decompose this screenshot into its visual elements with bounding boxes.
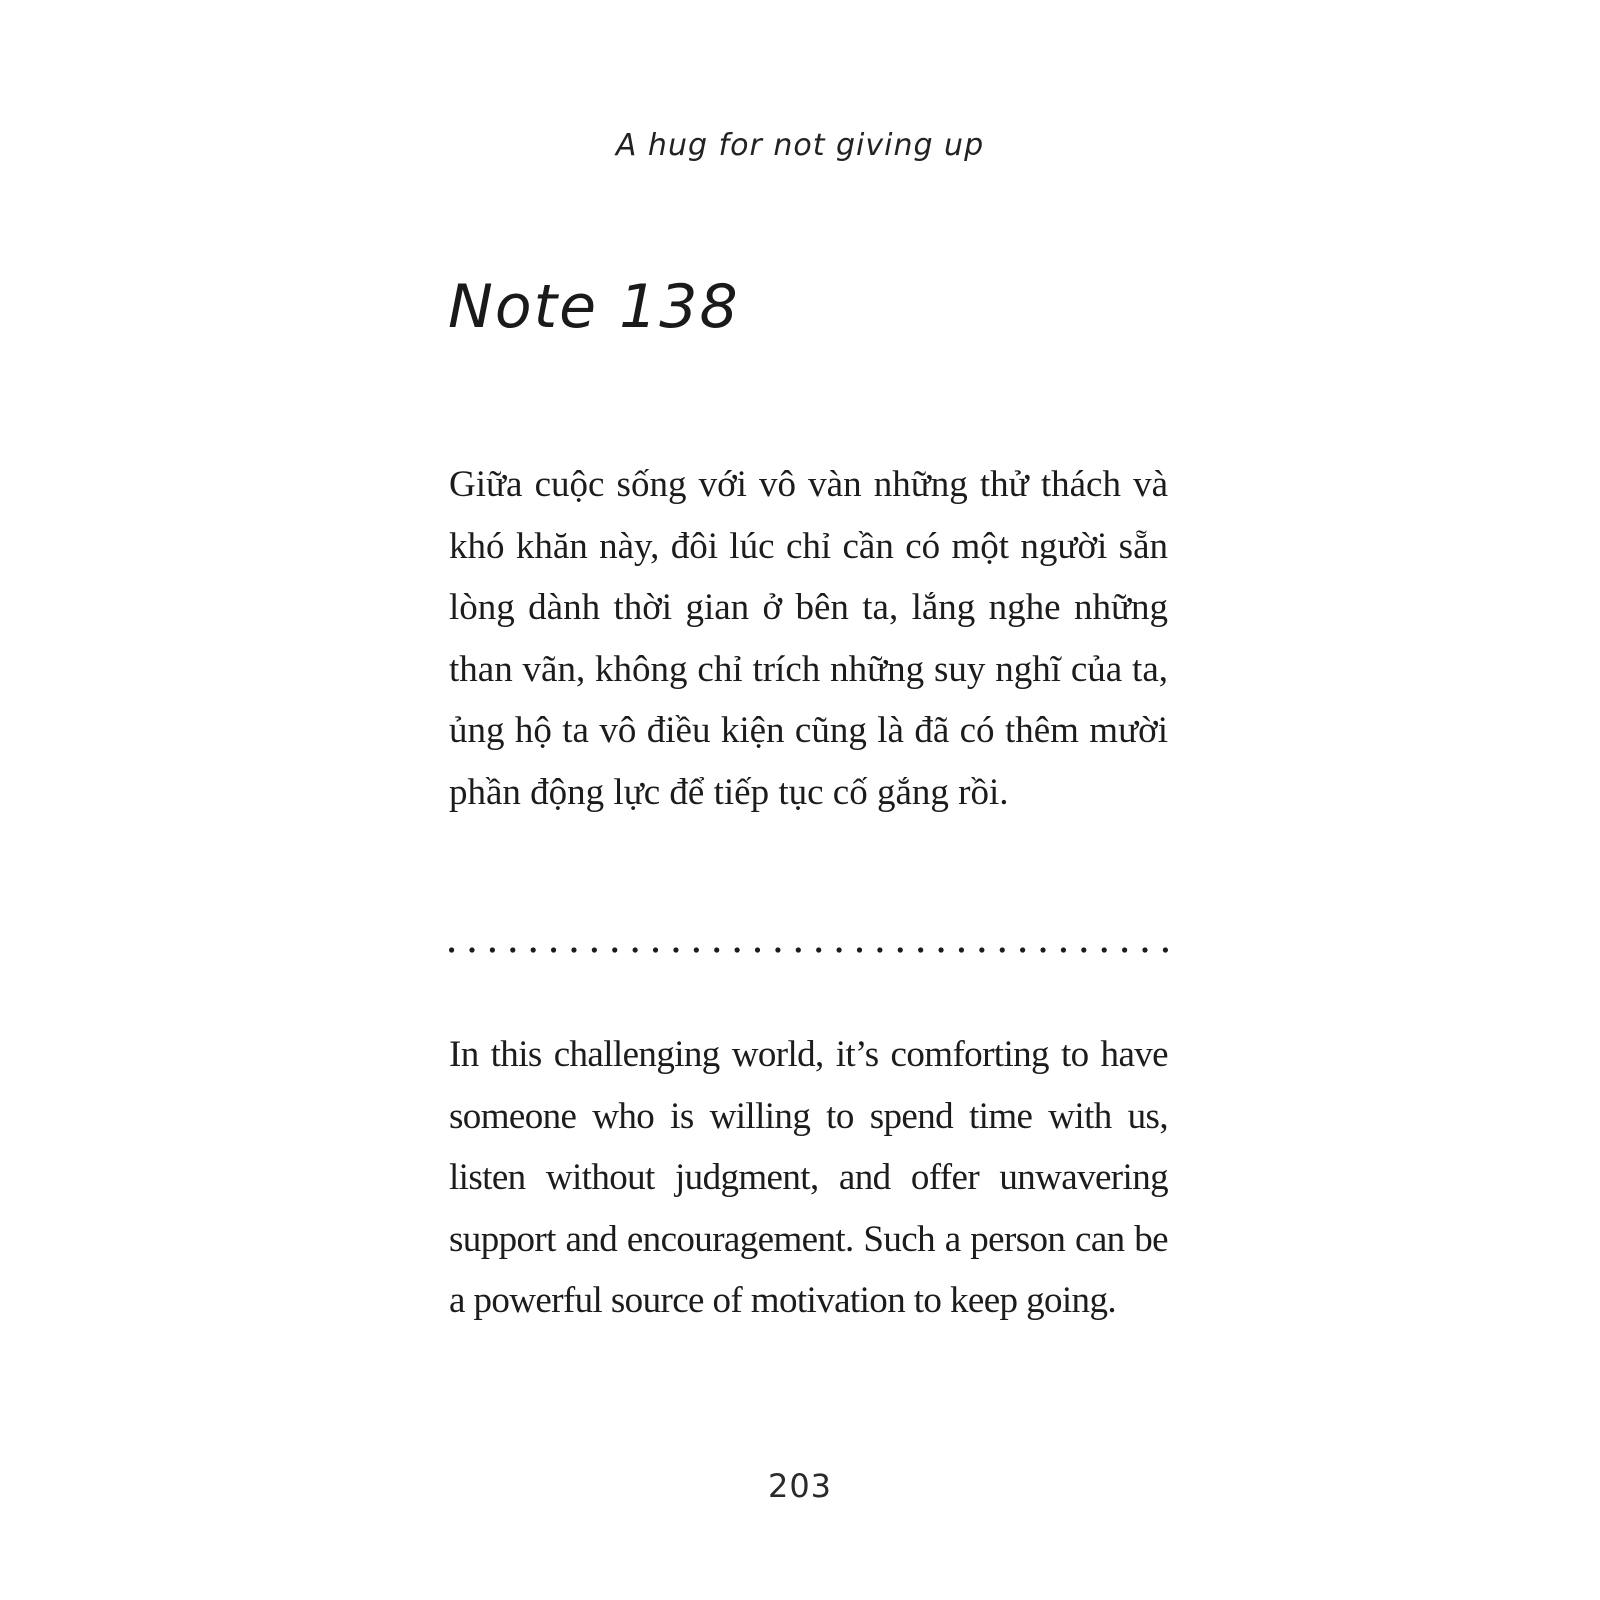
divider-dot (673, 947, 678, 952)
divider-dot (592, 947, 597, 952)
running-header: A hug for not giving up (615, 128, 985, 163)
divider-dot (469, 947, 474, 952)
divider-dot (755, 947, 760, 952)
english-paragraph: In this challenging world, it’s comforting to have someone who is willing to spend time with us, listen without judgment, and offer unwavering support and encouragement. Such a person can be a powerful source of motivation to keep going. (449, 1034, 1168, 1321)
divider-dot (633, 947, 638, 952)
divider-dot (1102, 947, 1107, 952)
divider-dot (571, 947, 576, 952)
note-title: Note 138 (448, 272, 740, 342)
divider-dot (735, 947, 740, 952)
divider-dot (1000, 947, 1005, 952)
divider-dot (551, 947, 556, 952)
divider-dot (796, 947, 801, 952)
divider-dot (1122, 947, 1127, 952)
divider-dot (1061, 947, 1066, 952)
divider-dot (653, 947, 658, 952)
vietnamese-paragraph: Giữa cuộc sống với vô vàn những thử thách và khó khăn này, đôi lúc chỉ cần có một người sẵn lòng dành thời gian ở bên ta, lắng nghe những than vãn, không chỉ trích những suy nghĩ của ta, ủng hộ ta vô điều kiện cũng là đã có thêm mười phần động lực để tiếp tục cố gắng rồi. (449, 464, 1168, 813)
divider-dot (1040, 947, 1045, 952)
divider-dot (1163, 947, 1168, 952)
divider-dot (857, 947, 862, 952)
divider-dot (775, 947, 780, 952)
divider-dot (877, 947, 882, 952)
divider-dot (816, 947, 821, 952)
divider-dot (898, 947, 903, 952)
divider-dot (694, 947, 699, 952)
divider-dot (1142, 947, 1147, 952)
divider-dot (612, 947, 617, 952)
divider-dot (714, 947, 719, 952)
divider-dot (1081, 947, 1086, 952)
divider-dot (510, 947, 515, 952)
divider-dot (836, 947, 841, 952)
divider-dots (449, 947, 1168, 952)
divider-dot (938, 947, 943, 952)
divider-dot (979, 947, 984, 952)
dotted-divider (449, 946, 1168, 954)
divider-dot (490, 947, 495, 952)
divider-dot (531, 947, 536, 952)
divider-dot (1020, 947, 1025, 952)
divider-dot (959, 947, 964, 952)
page-number: 203 (767, 1467, 833, 1505)
divider-dot (918, 947, 923, 952)
divider-dot (449, 947, 454, 952)
